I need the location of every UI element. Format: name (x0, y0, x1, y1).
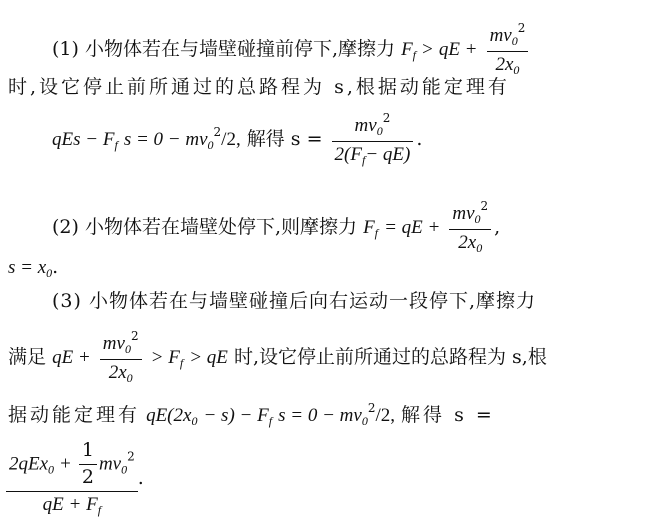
p1-rhs: qE + (438, 38, 478, 60)
p2-frac-den: 2x (458, 231, 477, 253)
p1-eq-left2: s = 0 − mv (123, 128, 208, 150)
p3-line3 (8, 402, 495, 427)
p3-line3-eq1-sub: 0 (191, 414, 198, 428)
p3-line3-text: 据动能定理有 (8, 404, 141, 426)
p3-frac-d-num-b: + (60, 453, 71, 475)
p1-frac-b-num-sup: 2 (382, 111, 391, 125)
p1-op: > (422, 38, 433, 60)
p3-line3-eq1d: /2, (375, 405, 395, 426)
p1-eq-left-sub2: 0 (207, 137, 214, 152)
p3-line2 (8, 330, 547, 386)
p3-line3-eq1-sub3: 0 (361, 414, 368, 428)
p2-text: 小物体若在墙壁处停下,则摩擦力 (84, 215, 358, 238)
p3-line3-solve: 解得 s = (401, 404, 495, 426)
p1-eq-left: qEs − F (52, 128, 115, 150)
p1-equation (52, 112, 422, 168)
p3-frac-d-den-sub: f (97, 502, 102, 517)
p3-line3-eq1-sup3: 2 (367, 401, 376, 415)
p2-frac-num: mv (452, 203, 475, 224)
p2-label: (2) (52, 215, 79, 238)
p3-line3-eq1c: s = 0 − mv (278, 405, 362, 426)
p3-frac-c-den: 2x (108, 361, 127, 383)
p2-line2-end: . (52, 256, 59, 278)
p3-line2-pre: 满足 (8, 345, 47, 368)
p3-half-fraction (79, 440, 97, 489)
p1-frac-a-den-sub: 0 (513, 62, 520, 77)
p3-line2-text: 时,设它停止前所通过的总路程为 s,根 (233, 345, 547, 368)
p3-frac-c-num-sup: 2 (130, 329, 139, 343)
p1-frac-a-num: mv (489, 25, 512, 46)
p3-result (6, 440, 144, 517)
p3-text: 小物体若在与墙壁碰撞后向右运动一段停下,摩擦力 (88, 290, 537, 312)
p3-fraction-d (6, 440, 138, 517)
p1-frac-b-den-a: 2(F (334, 143, 362, 165)
p3-line3-eq1b: − s) − F (203, 405, 269, 426)
p3-frac-d-num-a: 2qEx (9, 453, 49, 475)
p1-frac-b-den-sub: f (361, 152, 366, 167)
p3-line2-after-sub: f (179, 355, 184, 370)
p3-frac-c-den-sub: 0 (126, 370, 133, 385)
p2-fraction (449, 200, 491, 256)
p3-frac-d-num-sub2: 0 (121, 462, 128, 477)
p3-line2-after2: > qE (189, 346, 228, 368)
p1-fraction-b (332, 112, 414, 168)
p2-lhs-sub: f (374, 225, 379, 240)
p3-frac-c-num: mv (102, 333, 125, 354)
p3-frac-d-num-sub: 0 (48, 462, 55, 477)
p3-line1 (52, 292, 536, 311)
p1-eq-left-sup2: 2 (213, 124, 222, 139)
p3-end: . (137, 466, 144, 489)
p1-text: 小物体若在与墙壁碰撞前停下,摩擦力 (84, 37, 396, 60)
p1-frac-a-den: 2x (495, 53, 514, 75)
p3-line3-eq1-sub2: f (268, 414, 273, 428)
p1-lhs: F (401, 38, 413, 60)
p1-frac-a-num-sub: 0 (511, 34, 518, 48)
p2-line1 (52, 200, 500, 256)
p3-half-num: 1 (79, 440, 97, 465)
p3-frac-d-num-sup2: 2 (127, 449, 135, 464)
p1-lhs-sub: f (412, 47, 417, 62)
p2-line2-expr: s = x (8, 257, 47, 278)
p1-eq-solve: 解得 s = (246, 127, 323, 150)
p1-end: . (416, 127, 423, 150)
p1-frac-b-den-b: − qE) (365, 143, 411, 165)
p1-eq-left3: /2, (221, 128, 241, 150)
p2-frac-den-sub: 0 (476, 240, 483, 255)
p2-line2-sub: 0 (46, 266, 53, 280)
p3-frac-d-den: qE + F (42, 493, 98, 515)
p2-frac-num-sub: 0 (474, 212, 481, 226)
p3-frac-c-num-sub: 0 (124, 342, 131, 356)
p1-line2: 时,设它停止前所通过的总路程为 s,根据动能定理有 (8, 76, 510, 98)
p3-frac-d-num-c: mv (98, 453, 122, 475)
p1-frac-a-num-sup: 2 (517, 21, 526, 35)
p2-lhs: F (363, 216, 375, 238)
p1-eq-left-sub: f (114, 137, 118, 152)
p3-line2-expr1: qE + (52, 346, 91, 368)
p2-comma: , (494, 215, 501, 238)
p1-fraction-a (487, 22, 529, 78)
p3-label: (3) (52, 290, 82, 312)
p1-line1 (52, 22, 531, 78)
p1-frac-b-num-sub: 0 (376, 124, 383, 138)
p1-label: (1) (52, 37, 79, 60)
p1-frac-b-num: mv (354, 115, 377, 136)
p3-line2-after: > F (150, 346, 180, 368)
p2-rhs: = qE + (384, 216, 441, 238)
p2-line2 (8, 258, 58, 279)
p3-fraction-c (100, 330, 142, 386)
p2-frac-num-sup: 2 (480, 199, 489, 213)
p3-half-den: 2 (81, 465, 94, 488)
p3-line3-eq1: qE(2x (146, 405, 192, 426)
